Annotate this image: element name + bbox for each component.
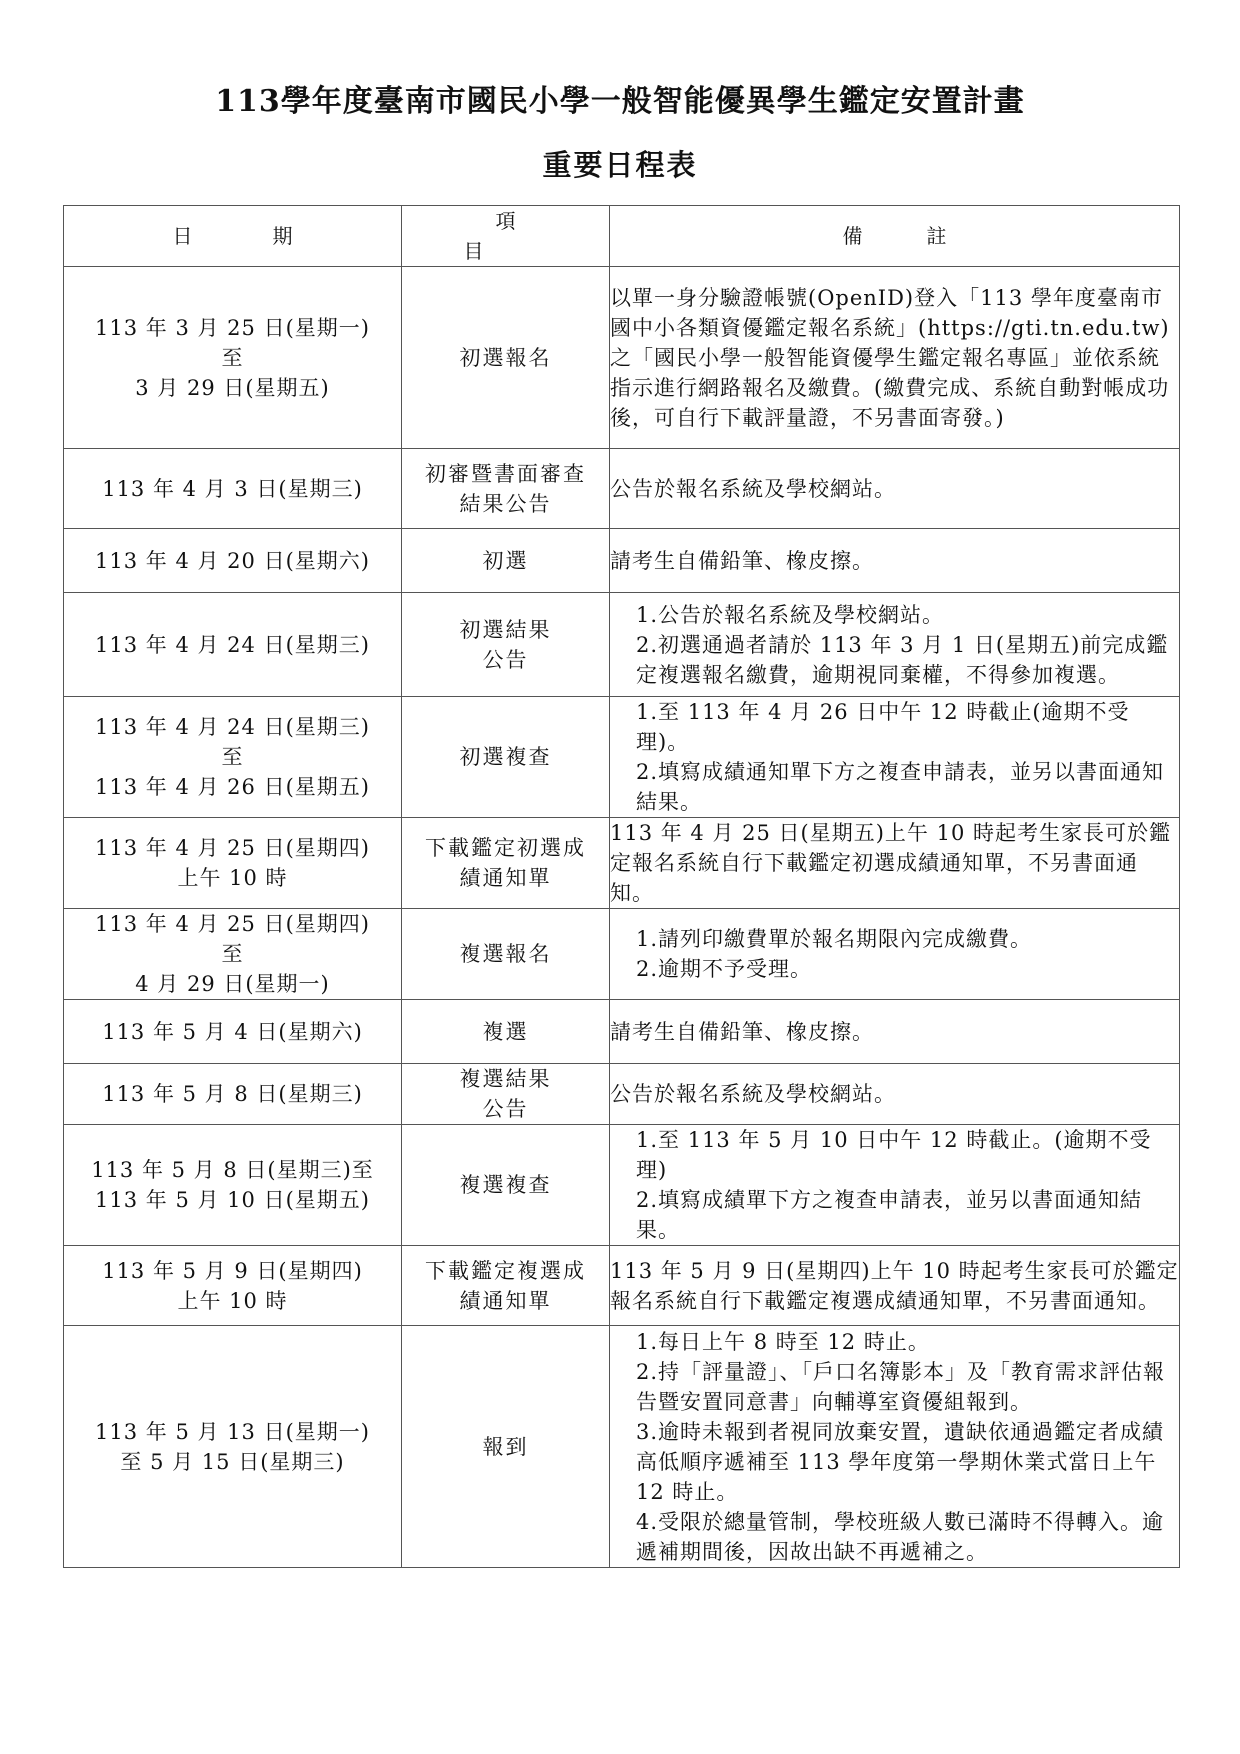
note-list-item: 1.至 113 年 5 月 10 日中午 12 時截止。(逾期不受理) bbox=[636, 1128, 1152, 1182]
note-list-item: 1.至 113 年 4 月 26 日中午 12 時截止(逾期不受理)。 bbox=[636, 700, 1130, 754]
cell-note bbox=[610, 529, 1180, 593]
date-line: 113 年 5 月 4 日(星期六) bbox=[102, 1019, 363, 1044]
date-line: 113 年 4 月 25 日(星期四) bbox=[95, 912, 370, 936]
item-line: 複選報名 bbox=[459, 942, 552, 966]
table-row bbox=[64, 1064, 1180, 1125]
item-line: 初選報名 bbox=[459, 345, 552, 370]
cell-item bbox=[402, 267, 610, 449]
date-line: 113 年 4 月 26 日(星期五) bbox=[95, 775, 370, 799]
table-header-row bbox=[64, 206, 1180, 267]
note-list-item: 2.初選通過者請於 113 年 3 月 1 日(星期五)前完成鑑定複選報名繳費，逾期視同棄權，不得參加複選。 bbox=[636, 632, 1169, 687]
item-line: 下載鑑定複選成 bbox=[425, 1258, 586, 1283]
cell-item bbox=[402, 1125, 610, 1246]
note-list bbox=[610, 924, 1179, 984]
note-list-item: 1.公告於報名系統及學校網站。 bbox=[636, 602, 945, 627]
cell-item bbox=[402, 697, 610, 818]
cell-date bbox=[64, 697, 402, 818]
table-row bbox=[64, 529, 1180, 593]
cell-note bbox=[610, 1125, 1180, 1246]
note-list bbox=[610, 697, 1179, 817]
item-line: 初審暨書面審查 bbox=[425, 461, 586, 486]
cell-date bbox=[64, 449, 402, 529]
note-list-item: 2.填寫成績通知單下方之複查申請表，並另以書面通知結果。 bbox=[636, 760, 1165, 814]
item-line: 公告 bbox=[482, 647, 529, 672]
item-line: 初選 bbox=[482, 548, 529, 573]
cell-note bbox=[610, 1326, 1180, 1568]
table-row bbox=[64, 909, 1180, 1000]
date-line: 3 月 29 日(星期五) bbox=[135, 375, 330, 400]
table-row bbox=[64, 1326, 1180, 1568]
cell-date bbox=[64, 1326, 402, 1568]
date-line: 113 年 5 月 10 日(星期五) bbox=[95, 1188, 370, 1212]
table-row bbox=[64, 449, 1180, 529]
cell-date bbox=[64, 909, 402, 1000]
date-line: 113 年 4 月 24 日(星期三) bbox=[95, 715, 370, 739]
date-line: 至 5 月 15 日(星期三) bbox=[120, 1449, 345, 1474]
cell-item bbox=[402, 529, 610, 593]
cell-date bbox=[64, 1000, 402, 1064]
item-line: 複選 bbox=[482, 1019, 529, 1044]
date-line: 113 年 4 月 25 日(星期四) bbox=[95, 836, 370, 860]
note-text: 公告於報名系統及學校網站。 bbox=[610, 1082, 896, 1106]
cell-item bbox=[402, 1000, 610, 1064]
note-list-item: 4.受限於總量管制，學校班級人數已滿時不得轉入。逾遞補期間後，因故出缺不再遞補之。 bbox=[636, 1509, 1165, 1564]
item-line: 下載鑑定初選成 bbox=[425, 836, 586, 860]
note-list-item: 2.填寫成績單下方之複查申請表，並另以書面通知結果。 bbox=[636, 1188, 1143, 1242]
document-title: 113學年度臺南市國民小學一般智能優異學生鑑定安置計畫 bbox=[215, 84, 1025, 119]
cell-note bbox=[610, 909, 1180, 1000]
cell-date bbox=[64, 529, 402, 593]
cell-date bbox=[64, 593, 402, 697]
cell-item bbox=[402, 449, 610, 529]
cell-note bbox=[610, 1246, 1180, 1326]
date-line: 113 年 5 月 8 日(星期三) bbox=[102, 1082, 363, 1106]
note-list-item: 1.請列印繳費單於報名期限內完成繳費。 bbox=[636, 927, 1033, 951]
cell-item bbox=[402, 909, 610, 1000]
table-row bbox=[64, 697, 1180, 818]
table-row bbox=[64, 267, 1180, 449]
date-line: 113 年 3 月 25 日(星期一) bbox=[95, 315, 370, 340]
cell-item bbox=[402, 818, 610, 909]
header-date: 日期 bbox=[64, 206, 402, 267]
table-body bbox=[64, 267, 1180, 1568]
cell-note bbox=[610, 1000, 1180, 1064]
item-line: 結果公告 bbox=[459, 491, 552, 516]
item-line: 初選複查 bbox=[459, 745, 552, 769]
cell-item bbox=[402, 593, 610, 697]
date-line: 至 bbox=[221, 942, 244, 966]
note-list-item: 1.每日上午 8 時至 12 時止。 bbox=[636, 1329, 930, 1354]
cell-date bbox=[64, 1246, 402, 1326]
cell-date bbox=[64, 1064, 402, 1125]
item-line: 報到 bbox=[482, 1434, 529, 1459]
header-item: 項目 bbox=[402, 206, 610, 267]
item-line: 複選結果 bbox=[459, 1067, 552, 1091]
note-text: 113 年 4 月 25 日(星期五)上午 10 時起考生家長可於鑑定報名系統自行下載鑑定初選成績通知單，不另書面通知。 bbox=[610, 821, 1171, 905]
date-line: 至 bbox=[221, 345, 244, 370]
cell-date bbox=[64, 818, 402, 909]
cell-item bbox=[402, 1064, 610, 1125]
note-list bbox=[610, 1125, 1179, 1245]
note-list-item: 2.逾期不予受理。 bbox=[636, 957, 813, 981]
cell-date bbox=[64, 267, 402, 449]
date-line: 上午 10 時 bbox=[177, 866, 288, 890]
cell-note bbox=[610, 449, 1180, 529]
item-line: 複選複查 bbox=[459, 1173, 552, 1197]
date-line: 4 月 29 日(星期一) bbox=[135, 972, 330, 996]
cell-note bbox=[610, 818, 1180, 909]
date-line: 113 年 5 月 8 日(星期三)至 bbox=[91, 1158, 374, 1182]
note-text: 以單一身分驗證帳號(OpenID)登入「113 學年度臺南市國中小各類資優鑑定報名系統」(https://gti.tn.edu.tw)之「國民小學一般智能資優學生鑑定報名專區」並依系統指示進行網路報名及繳費。(繳費完成、系統自動對帳成功後，可自行下載評量證，不另書面寄發。) bbox=[610, 285, 1170, 430]
date-line: 至 bbox=[221, 745, 244, 769]
table-row bbox=[64, 593, 1180, 697]
date-line: 113 年 4 月 20 日(星期六) bbox=[95, 548, 370, 573]
cell-date bbox=[64, 1125, 402, 1246]
item-line: 績通知單 bbox=[459, 866, 552, 890]
schedule-table bbox=[63, 205, 1180, 1568]
note-list-item: 2.持「評量證」、「戶口名簿影本」及「教育需求評估報告暨安置同意書」向輔導室資優組報到。 bbox=[636, 1359, 1166, 1414]
item-line: 公告 bbox=[482, 1097, 529, 1121]
item-line: 績通知單 bbox=[459, 1288, 552, 1313]
note-text: 公告於報名系統及學校網站。 bbox=[610, 476, 896, 501]
table-row bbox=[64, 1125, 1180, 1246]
header-note: 備註 bbox=[610, 206, 1180, 267]
table-row bbox=[64, 1000, 1180, 1064]
cell-item bbox=[402, 1246, 610, 1326]
cell-item bbox=[402, 1326, 610, 1568]
cell-note bbox=[610, 593, 1180, 697]
note-text: 113 年 5 月 9 日(星期四)上午 10 時起考生家長可於鑑定報名系統自行下載鑑定複選成績通知單，不另書面通知。 bbox=[610, 1258, 1179, 1313]
table-row bbox=[64, 1246, 1180, 1326]
item-line: 初選結果 bbox=[459, 617, 552, 642]
date-line: 113 年 5 月 9 日(星期四) bbox=[102, 1258, 363, 1283]
note-list-item: 3.逾時未報到者視同放棄安置，遺缺依通過鑑定者成績高低順序遞補至 113 學年度第一學期休業式當日上午 12 時止。 bbox=[636, 1419, 1165, 1504]
note-text: 請考生自備鉛筆、橡皮擦。 bbox=[610, 548, 874, 573]
date-line: 113 年 4 月 24 日(星期三) bbox=[95, 632, 370, 657]
date-line: 113 年 4 月 3 日(星期三) bbox=[102, 476, 363, 501]
note-text: 請考生自備鉛筆、橡皮擦。 bbox=[610, 1019, 874, 1044]
cell-note bbox=[610, 267, 1180, 449]
cell-note bbox=[610, 1064, 1180, 1125]
table-row bbox=[64, 818, 1180, 909]
date-line: 上午 10 時 bbox=[177, 1288, 288, 1313]
note-list bbox=[610, 600, 1179, 690]
document-subtitle: 重要日程表 bbox=[542, 148, 698, 182]
cell-note bbox=[610, 697, 1180, 818]
date-line: 113 年 5 月 13 日(星期一) bbox=[95, 1419, 370, 1444]
note-list bbox=[610, 1327, 1179, 1567]
